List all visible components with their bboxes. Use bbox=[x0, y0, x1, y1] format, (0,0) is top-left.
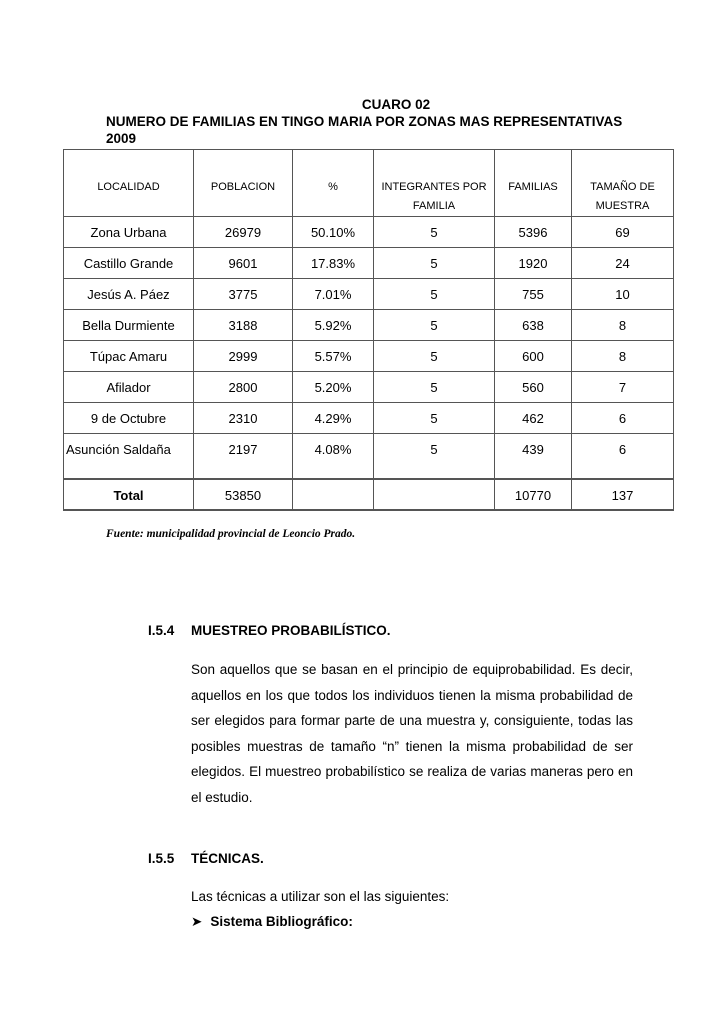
cell-localidad: Bella Durmiente bbox=[64, 310, 194, 341]
table-title-main: NUMERO DE FAMILIAS EN TINGO MARIA POR ZONAS MAS REPRESENTATIVAS bbox=[106, 114, 623, 129]
section-title-154: MUESTREO PROBABILÍSTICO. bbox=[191, 623, 391, 638]
cell-tamano: 69 bbox=[572, 217, 674, 248]
cell-localidad: Castillo Grande bbox=[64, 248, 194, 279]
header-tamano: TAMAÑO DE MUESTRA bbox=[572, 150, 674, 217]
cell-tamano: 8 bbox=[572, 310, 674, 341]
total-integrantes bbox=[374, 479, 495, 510]
cell-familias: 560 bbox=[495, 372, 572, 403]
cell-integrantes: 5 bbox=[374, 217, 495, 248]
table-row bbox=[64, 217, 674, 248]
cell-familias: 600 bbox=[495, 341, 572, 372]
section-title-155: TÉCNICAS. bbox=[191, 851, 264, 866]
cell-poblacion: 3188 bbox=[194, 310, 293, 341]
section-number-154: I.5.4 bbox=[148, 623, 175, 638]
cell-poblacion: 2310 bbox=[194, 403, 293, 434]
cell-familias: 638 bbox=[495, 310, 572, 341]
cell-porcentaje: 5.20% bbox=[293, 372, 374, 403]
cell-integrantes: 5 bbox=[374, 372, 495, 403]
table-title bbox=[106, 96, 686, 147]
cell-tamano: 10 bbox=[572, 279, 674, 310]
cell-poblacion: 2197 bbox=[194, 434, 293, 479]
table-row bbox=[64, 310, 674, 341]
table-row bbox=[64, 434, 674, 479]
cell-poblacion: 3775 bbox=[194, 279, 293, 310]
header-integrantes: INTEGRANTES POR FAMILIA bbox=[374, 150, 495, 217]
bullet-label: Sistema Bibliográfico: bbox=[210, 914, 353, 929]
cell-integrantes: 5 bbox=[374, 434, 495, 479]
cell-porcentaje: 4.08% bbox=[293, 434, 374, 479]
cell-familias: 755 bbox=[495, 279, 572, 310]
header-familias: FAMILIAS bbox=[495, 150, 572, 217]
cell-tamano: 6 bbox=[572, 403, 674, 434]
cell-localidad: Afilador bbox=[64, 372, 194, 403]
table-row bbox=[64, 279, 674, 310]
cell-integrantes: 5 bbox=[374, 341, 495, 372]
cell-integrantes: 5 bbox=[374, 279, 495, 310]
cell-porcentaje: 7.01% bbox=[293, 279, 374, 310]
table-title-code: CUARO 02 bbox=[361, 97, 431, 112]
cell-integrantes: 5 bbox=[374, 403, 495, 434]
total-tamano: 137 bbox=[572, 479, 674, 510]
total-familias: 10770 bbox=[495, 479, 572, 510]
cell-familias: 462 bbox=[495, 403, 572, 434]
cell-familias: 1920 bbox=[495, 248, 572, 279]
total-porcentaje bbox=[293, 479, 374, 510]
section-body-154: Son aquellos que se basan en el principio de equiprobabilidad. Es decir, aquellos en los que todos los individuos tienen la misma probabilidad de ser elegidos para formar parte de una muestra y, consiguiente, todas las posibles muestras de tamaño “n” tienen la misma probabilidad de ser elegidos. El muestreo probabilístico se realiza de varias maneras pero en el estudio. bbox=[191, 662, 633, 805]
cell-porcentaje: 5.57% bbox=[293, 341, 374, 372]
cell-porcentaje: 50.10% bbox=[293, 217, 374, 248]
cell-porcentaje: 5.92% bbox=[293, 310, 374, 341]
families-table bbox=[63, 149, 673, 511]
header-localidad: LOCALIDAD bbox=[64, 150, 194, 217]
section-number-155: I.5.5 bbox=[148, 851, 175, 866]
cell-localidad: Jesús A. Páez bbox=[64, 279, 194, 310]
table-source: Fuente: municipalidad provincial de Leoncio Prado. bbox=[106, 528, 356, 540]
total-poblacion: 53850 bbox=[194, 479, 293, 510]
cell-localidad: 9 de Octubre bbox=[64, 403, 194, 434]
table-total-row bbox=[64, 479, 674, 510]
cell-localidad: Zona Urbana bbox=[64, 217, 194, 248]
table-row bbox=[64, 403, 674, 434]
cell-poblacion: 2999 bbox=[194, 341, 293, 372]
arrow-bullet-icon: ➤ bbox=[191, 914, 203, 929]
cell-tamano: 8 bbox=[572, 341, 674, 372]
table-row bbox=[64, 341, 674, 372]
cell-porcentaje: 17.83% bbox=[293, 248, 374, 279]
cell-poblacion: 2800 bbox=[194, 372, 293, 403]
cell-poblacion: 26979 bbox=[194, 217, 293, 248]
table-header-row bbox=[64, 150, 674, 217]
table-title-year: 2009 bbox=[106, 131, 137, 146]
table-row bbox=[64, 248, 674, 279]
section-intro-155: Las técnicas a utilizar son el las siguientes: bbox=[191, 889, 450, 904]
cell-localidad: Túpac Amaru bbox=[64, 341, 194, 372]
cell-poblacion: 9601 bbox=[194, 248, 293, 279]
cell-integrantes: 5 bbox=[374, 310, 495, 341]
cell-familias: 5396 bbox=[495, 217, 572, 248]
header-porcentaje: % bbox=[293, 150, 374, 217]
total-label: Total bbox=[64, 479, 194, 510]
cell-tamano: 6 bbox=[572, 434, 674, 479]
cell-porcentaje: 4.29% bbox=[293, 403, 374, 434]
cell-familias: 439 bbox=[495, 434, 572, 479]
cell-tamano: 24 bbox=[572, 248, 674, 279]
cell-integrantes: 5 bbox=[374, 248, 495, 279]
table-row bbox=[64, 372, 674, 403]
cell-localidad: Asunción Saldaña bbox=[64, 434, 194, 479]
cell-tamano: 7 bbox=[572, 372, 674, 403]
bullet-item bbox=[191, 914, 353, 930]
header-poblacion: POBLACION bbox=[194, 150, 293, 217]
